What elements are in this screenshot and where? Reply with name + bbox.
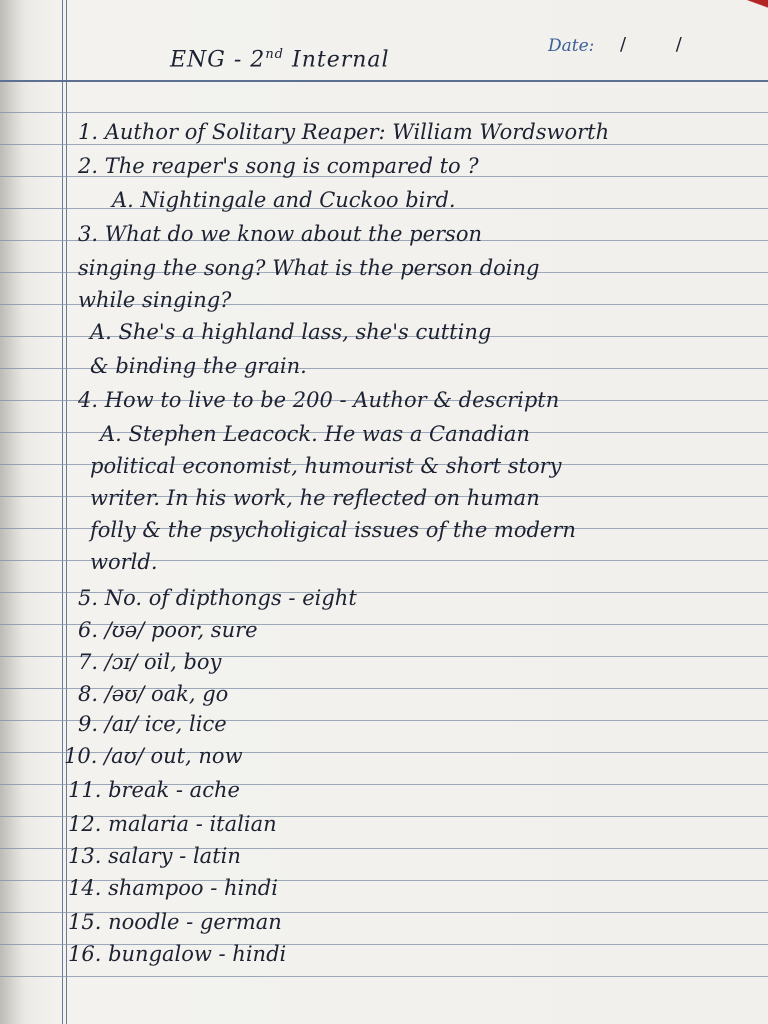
note-line: political economist, humourist & short story [90,454,562,478]
date-value: / / [620,34,704,55]
note-line: 13. salary - latin [68,844,241,868]
note-line: 6. /ʊə/ poor, sure [78,618,258,642]
date-label: Date: [548,36,595,56]
ruled-line [0,112,768,113]
note-line: & binding the grain. [90,354,307,378]
margin-line-1 [62,0,63,1024]
note-line: 11. break - ache [68,778,240,802]
note-line: 4. How to live to be 200 - Author & descriptn [78,388,560,412]
ruled-line [0,976,768,977]
note-line: while singing? [78,288,232,312]
note-line: world. [90,550,158,574]
note-line: 10. /aʊ/ out, now [64,744,243,768]
note-line: 5. No. of dipthongs - eight [78,586,357,610]
note-line: singing the song? What is the person doing [78,256,540,280]
corner-mark [746,0,768,10]
note-line: 12. malaria - italian [68,812,277,836]
note-line: 16. bungalow - hindi [68,942,287,966]
title-left: ENG - 2 [170,47,266,73]
note-line: 9. /aɪ/ ice, lice [78,712,227,736]
note-line: 15. noodle - german [68,910,282,934]
note-line: writer. In his work, he reflected on human [90,486,540,510]
margin-line-2 [66,0,67,1024]
note-line: 14. shampoo - hindi [68,876,278,900]
note-line: 1. Author of Solitary Reaper: William Wordsworth [78,120,610,144]
note-line: 3. What do we know about the person [78,222,483,246]
header-rule [0,80,768,82]
note-line: A. Nightingale and Cuckoo bird. [112,188,456,212]
note-line: A. She's a highland lass, she's cutting [90,320,492,344]
page-title [170,48,390,71]
ruled-line [0,144,768,145]
note-line: 7. /ɔɪ/ oil, boy [78,650,222,674]
page-edge-shadow [0,0,22,1024]
title-right: Internal [284,47,390,73]
note-line: 8. /əʊ/ oak, go [78,682,229,706]
title-superscript: nd [265,47,285,62]
note-line: folly & the psycholigical issues of the modern [90,518,576,542]
note-line: 2. The reaper's song is compared to ? [78,154,479,178]
note-line: A. Stephen Leacock. He was a Canadian [100,422,530,446]
